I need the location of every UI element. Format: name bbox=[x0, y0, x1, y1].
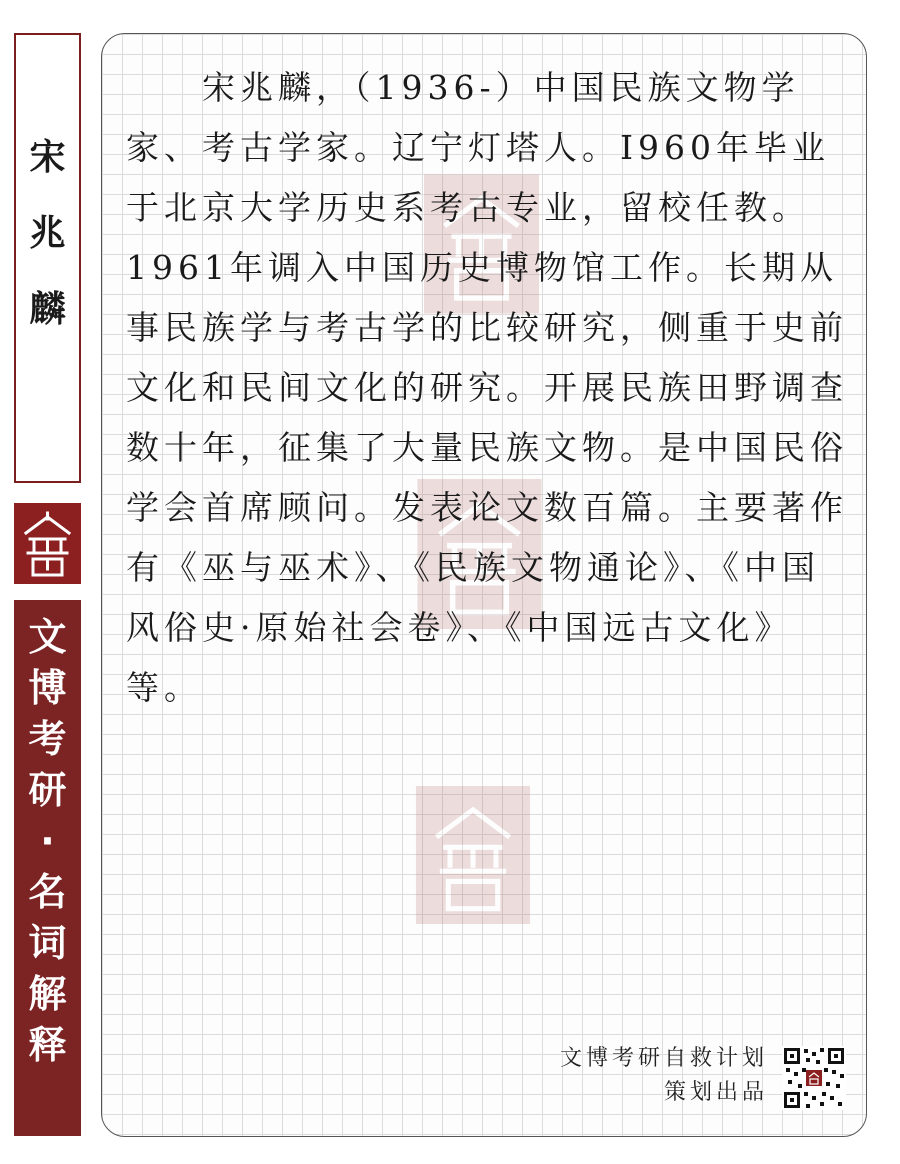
banner-char: 考 bbox=[28, 717, 67, 761]
footer-line-2: 策划出品 bbox=[663, 1080, 768, 1105]
banner-char: 研 bbox=[28, 768, 67, 812]
banner-char: · bbox=[40, 819, 55, 863]
title-box bbox=[14, 33, 81, 483]
footer-line-1: 文博考研自救计划 bbox=[559, 1046, 768, 1071]
banner-char: 释 bbox=[28, 1023, 67, 1067]
entry-body-text: 宋兆麟，（1936-）中国民族文物学家、考古学家。辽宁灯塔人。I960年毕业于北京大学历史系考古专业，留校任教。1961年调入中国历史博物馆工作。长期从事民族学与考古学的比较研究，侧重于史前文化和民间文化的研究。开展民族田野调查数十年，征集了大量民族文物。是中国民俗学会首席顾问。发表论文数百篇。主要著作有《巫与巫术》、《民族文物通论》、《中国风俗史·原始社会卷》、《中国远古文化》等。 bbox=[126, 68, 848, 707]
title-char-3: 麟 bbox=[29, 289, 66, 330]
seal-logo-icon bbox=[14, 503, 81, 584]
qr-code-icon bbox=[782, 1046, 846, 1110]
watermark-seal-icon bbox=[414, 786, 532, 924]
content-card bbox=[101, 33, 867, 1137]
title-char-2: 兆 bbox=[29, 213, 66, 254]
banner-char: 文 bbox=[28, 615, 67, 659]
banner-char: 博 bbox=[28, 666, 67, 710]
footer-credit bbox=[560, 1042, 768, 1110]
title-char-1: 宋 bbox=[29, 137, 66, 178]
banner-char: 解 bbox=[28, 972, 67, 1016]
banner-char: 词 bbox=[28, 921, 67, 965]
vertical-banner bbox=[14, 600, 81, 1136]
banner-char: 名 bbox=[28, 870, 67, 914]
